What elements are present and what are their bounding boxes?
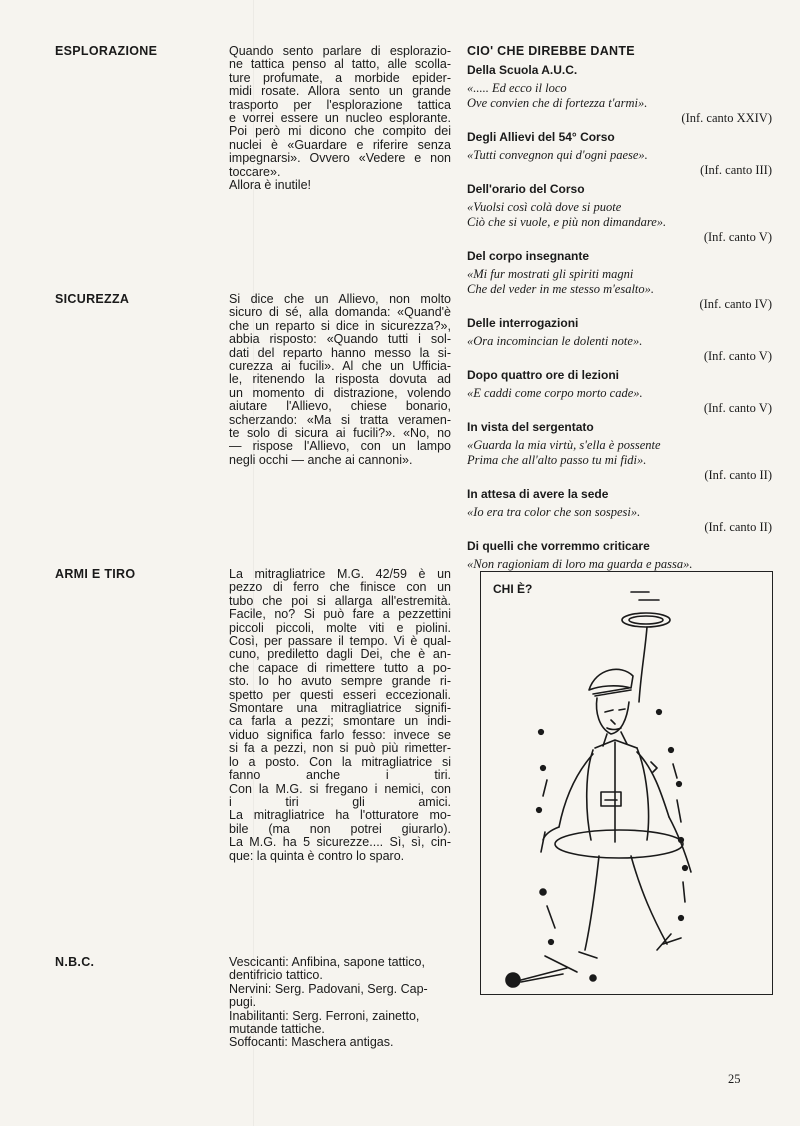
text-line: abbia risposto: «Quando tutti i sol- <box>229 332 451 347</box>
text-line: impegnarsi». Ovvero «Vedere e non <box>229 151 451 166</box>
text-line: scherzando: «Ma si tratta veramen- <box>229 412 451 427</box>
text-line: Così, per passare il tempo. Vi è qual- <box>229 634 451 649</box>
dante-title: CIO' CHE DIREBBE DANTE <box>467 44 635 58</box>
text-line: Poi però mi dicono che compito dei <box>229 124 451 139</box>
text-line: i tiri gli amici. <box>229 794 451 809</box>
text-line: — rispose l'Allievo, con un lampo <box>229 439 451 454</box>
dante-entry <box>467 487 772 535</box>
text-line: si fa a pezzi, non si può più rimetter- <box>229 741 451 756</box>
dante-entry <box>467 130 772 178</box>
dante-entry-title: In vista del sergentato <box>467 420 594 434</box>
dante-column <box>467 44 772 591</box>
text-line: toccare». <box>229 164 281 179</box>
dante-verse: Prima che all'alto passo tu mi fidi». <box>467 453 647 467</box>
section-text-armi-e-tiro <box>229 568 451 863</box>
text-line: lo a posto. Con la mitragliatrice si <box>229 754 451 769</box>
text-line: un momento di distrazione, volendo <box>229 385 451 400</box>
text-line: fanno anche i tiri. <box>229 768 451 783</box>
text-line: Vescicanti: Anfibina, sapone tattico, <box>229 955 425 969</box>
text-line: cuno, prediletto dagli Dei, che è an- <box>229 647 451 662</box>
cartoon-title: CHI È? <box>493 582 533 596</box>
dante-entry <box>467 420 772 483</box>
dante-entry-title: Di quelli che vorremmo criticare <box>467 539 650 553</box>
text-line: Quando sento parlare di esplorazio- <box>229 44 451 58</box>
text-line: que: la quinta è contro lo sparo. <box>229 848 405 863</box>
dante-reference: (Inf. canto III) <box>700 163 772 177</box>
text-line: Si dice che un Allievo, non molto <box>229 292 451 306</box>
text-line: piccoli piccoli, molte viti e piolini. <box>229 620 451 635</box>
dante-entry-title: Delle interrogazioni <box>467 316 579 330</box>
page-number: 25 <box>728 1072 741 1086</box>
section-text-esplorazione <box>229 45 451 192</box>
dante-entry-title: In attesa di avere la sede <box>467 487 609 501</box>
dante-verse: «E caddi come corpo morto cade». <box>467 386 643 400</box>
dante-entry-title: Della Scuola A.U.C. <box>467 63 578 77</box>
dante-reference: (Inf. canto V) <box>703 349 772 363</box>
dante-entry-title: Dopo quattro ore di lezioni <box>467 368 619 382</box>
text-line: te solo di sicura ai fucili?». «No, no <box>229 426 451 441</box>
text-line: ne tattica penso al tatto, alle scolla- <box>229 57 451 72</box>
text-line: dentifricio tattico. <box>229 968 323 983</box>
text-line: La mitragliatrice M.G. 42/59 è un <box>229 567 451 581</box>
heading-armi-e-tiro: ARMI E TIRO <box>55 567 136 581</box>
text-line: midi rosate. Allora sento un grande <box>229 84 451 99</box>
dante-verse: «Guarda la mia virtù, s'ella è possente <box>467 438 661 452</box>
text-line: sicuro di sé, alla domanda: «Quand'è <box>229 305 451 320</box>
text-line: Nervini: Serg. Padovani, Serg. Cap- <box>229 981 428 996</box>
section-text-sicurezza <box>229 293 451 467</box>
dante-entry <box>467 368 772 416</box>
text-line: pezzo di ferro che finisce con un <box>229 580 451 595</box>
dante-entry-title: Degli Allievi del 54° Corso <box>467 130 615 144</box>
text-line: sto. Io ho avuto sempre grande ri- <box>229 674 451 689</box>
text-line: trasporto per l'esplorazione tattica <box>229 97 451 112</box>
text-line: negli occhi — anche ai cannoni». <box>229 452 413 467</box>
dante-entries <box>467 63 772 587</box>
dante-verse: Che del veder in me stesso m'esalto». <box>467 282 655 296</box>
section-text-nbc <box>229 956 451 1050</box>
dante-reference: (Inf. canto II) <box>704 468 772 482</box>
dante-reference: (Inf. canto V) <box>703 230 772 244</box>
text-line: spetto per questi esseri eccezionali. <box>229 687 451 702</box>
text-line: che capace di rimettere tutto a po- <box>229 660 451 675</box>
dante-entry <box>467 182 772 245</box>
text-line: Con la M.G. si fregano i nemici, con <box>229 781 451 796</box>
dante-verse: «Vuolsi così colà dove si puote <box>467 200 622 214</box>
dante-verse: «Ora incomincian le dolenti note». <box>467 334 643 348</box>
heading-esplorazione: ESPLORAZIONE <box>55 44 158 58</box>
text-line: viduo significa farlo fesso: invece se <box>229 727 451 742</box>
text-line: aiutare l'Allievo, chiese bonario, <box>229 399 451 414</box>
text-line: bile (ma non potrei giurarlo). <box>229 821 451 836</box>
dante-verse: «..... Ed ecco il loco <box>467 81 567 95</box>
text-line: La mitragliatrice ha l'otturatore mo- <box>229 808 451 823</box>
text-line: La M.G. ha 5 sicurezze.... Sì, sì, cin- <box>229 835 451 850</box>
text-line: pugi. <box>229 995 257 1010</box>
text-line: ture profumate, a morbide epider- <box>229 70 451 85</box>
dante-entry <box>467 249 772 312</box>
text-line: Allora è inutile! <box>229 178 311 193</box>
dante-verse: «Mi fur mostrati gli spiriti magni <box>467 267 634 281</box>
heading-nbc: N.B.C. <box>55 955 95 969</box>
cartoon-frame <box>480 571 773 995</box>
dante-reference: (Inf. canto II) <box>704 520 772 534</box>
text-line: Inabilitanti: Serg. Ferroni, zainetto, <box>229 1008 420 1023</box>
text-line: dati del reparto hanno messo la si- <box>229 345 451 360</box>
dante-entry-title: Del corpo insegnante <box>467 249 590 263</box>
dante-reference: (Inf. canto XXIV) <box>681 111 772 125</box>
dante-verse: Ciò che si vuole, e più non dimandare». <box>467 215 667 229</box>
dante-verse: «Tutti convegnon qui d'ogni paese». <box>467 148 648 162</box>
soldier-juggling-cartoon-icon <box>481 572 774 996</box>
text-line: ca farla a pezzi; smontare un indi- <box>229 714 451 729</box>
text-line: mutande tattiche. <box>229 1022 325 1037</box>
dante-verse: Ove convien che di fortezza t'armi». <box>467 96 648 110</box>
text-line: Soffocanti: Maschera antigas. <box>229 1035 394 1050</box>
dante-reference: (Inf. canto V) <box>703 401 772 415</box>
text-line: che un reparto si dice in sicurezza?», <box>229 318 451 333</box>
heading-sicurezza: SICUREZZA <box>55 292 130 306</box>
text-line: le, ritenendo la risposta dovuta ad <box>229 372 451 387</box>
text-line: Smontare una mitragliatrice signifi- <box>229 701 451 716</box>
dante-verse: «Io era tra color che son sospesi». <box>467 505 641 519</box>
dante-entry <box>467 316 772 364</box>
text-line: e vorrei essere un nucleo esplorante. <box>229 111 451 126</box>
text-line: tubo che poi si allarga all'estremità. <box>229 593 451 608</box>
text-line: Facile, no? Si può fare a pezzettini <box>229 607 451 622</box>
dante-entry-title: Dell'orario del Corso <box>467 182 585 196</box>
dante-verse: «Non ragioniam di loro ma guarda e passa». <box>467 557 693 571</box>
dante-entry <box>467 63 772 126</box>
text-line: curezza ai fucili». Al che un Ufficia- <box>229 359 451 374</box>
dante-reference: (Inf. canto IV) <box>699 297 772 311</box>
text-line: nuclei è «Guardare e riferire senza <box>229 137 451 152</box>
